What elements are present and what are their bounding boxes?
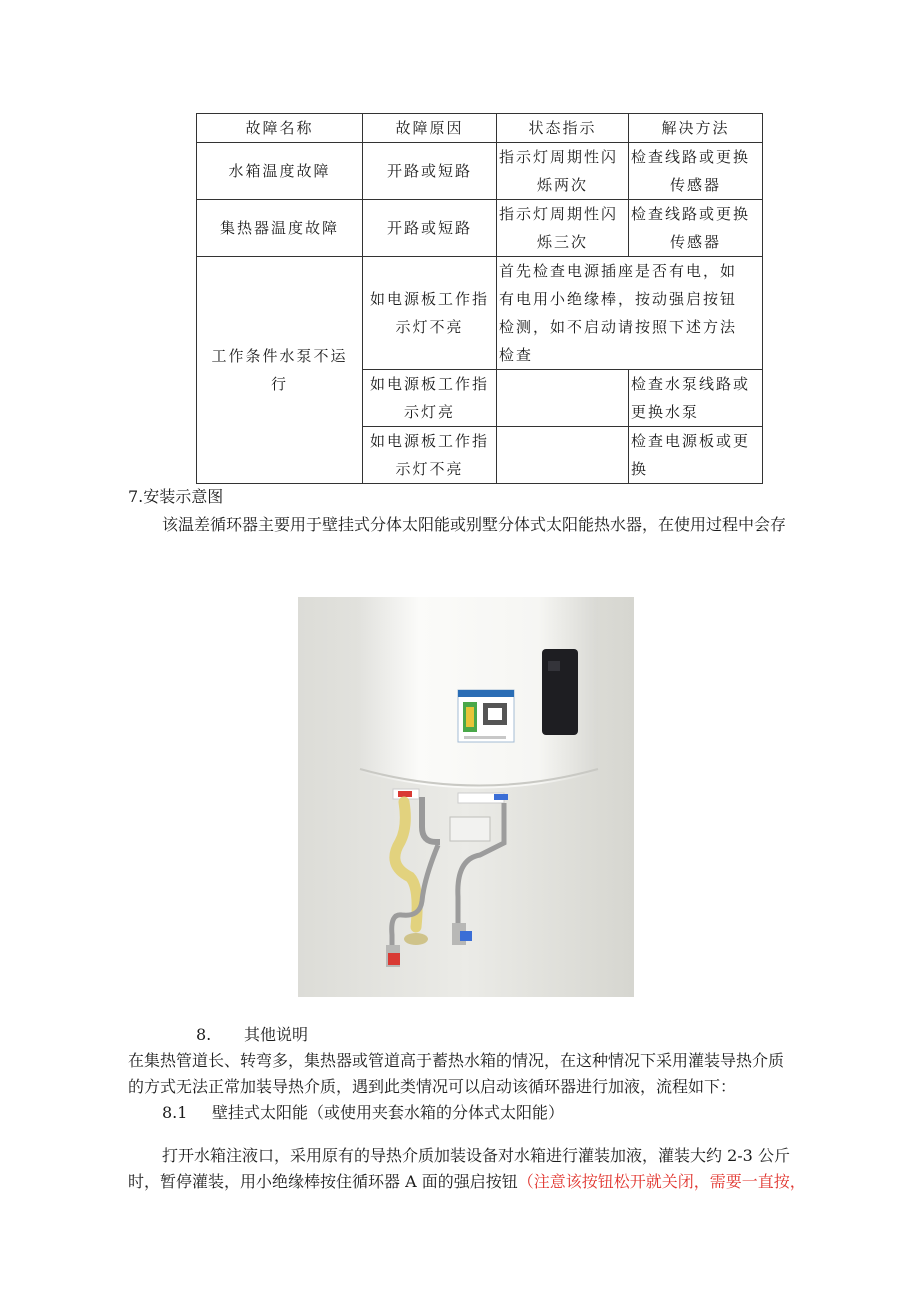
- subsection-8-1-title: 壁挂式太阳能（或使用夹套水箱的分体式太阳能）: [212, 1103, 565, 1122]
- cause-line: 示灯不亮: [395, 318, 464, 336]
- header-fault-cause: 故障原因: [363, 114, 497, 143]
- subsection-8-1-paragraph-line: 打开水箱注液口，采用原有的导热介质加装设备对水箱进行灌装加液，灌装大约 2-3 公斤: [162, 1146, 790, 1165]
- solution-cell: [629, 370, 763, 427]
- fault-name-cell: [197, 257, 363, 484]
- fault-name-line: 工作条件水泵不运: [211, 347, 348, 365]
- solution-line: 传感器: [669, 233, 721, 251]
- solution-line: 检查线路或更换: [631, 148, 751, 166]
- solution-line: 检查水泵线路或: [631, 375, 751, 393]
- solution-line: 检查线路或更换: [631, 205, 751, 223]
- fault-cause-cell: [363, 370, 497, 427]
- section-7-heading: 7.安装示意图: [128, 487, 224, 506]
- fault-cause-cell: [363, 257, 497, 370]
- solution-line: 检查电源板或更: [631, 432, 751, 450]
- solution-line: 换: [631, 460, 649, 478]
- instruction-line: 检查: [499, 346, 534, 364]
- solution-cell: [629, 200, 763, 257]
- solution-line: 传感器: [669, 176, 721, 194]
- table-row: [197, 143, 763, 200]
- fault-name-cell: 水箱温度故障: [197, 143, 363, 200]
- merged-instruction-cell: [497, 257, 763, 370]
- fault-cause-cell: [363, 427, 497, 484]
- solution-cell: [629, 143, 763, 200]
- header-fault-name: 故障名称: [197, 114, 363, 143]
- status-line: 烁两次: [536, 176, 588, 194]
- solution-cell: [629, 427, 763, 484]
- section-7-paragraph: 该温差循环器主要用于壁挂式分体太阳能或别墅分体式太阳能热水器，在使用过程中会存: [162, 515, 787, 534]
- cause-line: 示灯亮: [403, 403, 455, 421]
- cause-line: 示灯不亮: [395, 460, 464, 478]
- fault-name-cell: 集热器温度故障: [197, 200, 363, 257]
- status-line: 指示灯周期性闪: [499, 205, 619, 223]
- instruction-line: 有电用小绝缘棒，按动强启按钮: [499, 290, 738, 308]
- cause-line: 如电源板工作指: [369, 432, 489, 450]
- instruction-line: 检测，如不启动请按照下述方法: [499, 318, 738, 336]
- cause-line: 如电源板工作指: [369, 290, 489, 308]
- status-cell: [497, 143, 629, 200]
- table-row: [197, 257, 763, 370]
- status-line: 指示灯周期性闪: [499, 148, 619, 166]
- installation-photo: [298, 597, 634, 997]
- section-8-title: 其他说明: [244, 1025, 309, 1044]
- header-solution: 解决方法: [629, 114, 763, 143]
- status-cell-empty: [497, 427, 629, 484]
- red-warning-note: （注意该按钮松开就关闭，需要一直按，: [517, 1172, 806, 1191]
- fault-cause-cell: 开路或短路: [363, 143, 497, 200]
- fault-cause-cell: 开路或短路: [363, 200, 497, 257]
- cause-line: 如电源板工作指: [369, 375, 489, 393]
- paragraph-text: 时，暂停灌装，用小绝缘棒按住循环器 A 面的强启按钮: [128, 1172, 518, 1191]
- status-cell: [497, 200, 629, 257]
- subsection-8-1-number: 8.1: [162, 1103, 188, 1122]
- fault-name-line: 行: [270, 375, 288, 393]
- status-cell-empty: [497, 370, 629, 427]
- section-8-number: 8.: [196, 1025, 212, 1044]
- fault-table: [196, 113, 763, 484]
- section-8-paragraph-line: 在集热管道长、转弯多，集热器或管道高于蓄热水箱的情况，在这种情况下采用灌装导热介质: [128, 1051, 785, 1070]
- header-status: 状态指示: [497, 114, 629, 143]
- instruction-line: 首先检查电源插座是否有电，如: [499, 262, 738, 280]
- table-row: [197, 200, 763, 257]
- section-8-paragraph-line: 的方式无法正常加装导热介质，遇到此类情况可以启动该循环器进行加液，流程如下：: [128, 1077, 737, 1096]
- status-line: 烁三次: [536, 233, 588, 251]
- subsection-8-1-paragraph-line: [128, 1169, 806, 1195]
- table-header-row: [197, 114, 763, 143]
- solution-line: 更换水泵: [631, 403, 700, 421]
